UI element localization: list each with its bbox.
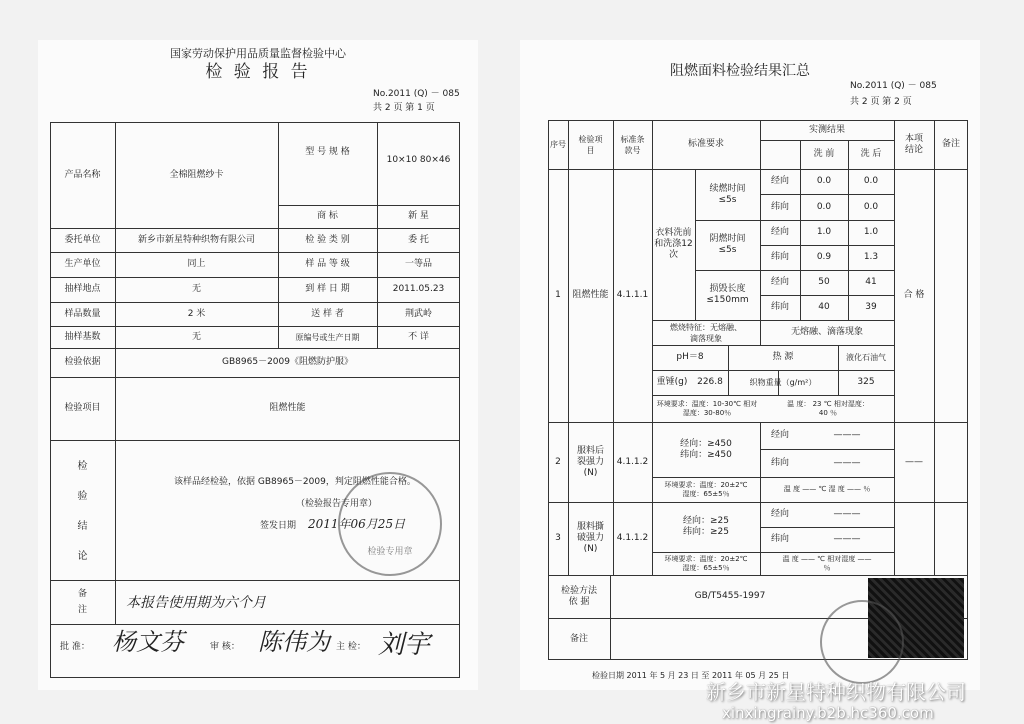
col-conclusion-header: 本项结论 [904, 133, 923, 155]
af-warp-before: 0.0 [816, 176, 832, 186]
brand-label: 商 标 [317, 211, 338, 221]
producer-label: 生产单位 [64, 259, 101, 269]
model-label: 型 号 规 格 [305, 146, 350, 157]
char-length-requirement: 损毁长度≤150mm [706, 284, 749, 305]
arrival-date-label: 到 样 日 期 [305, 284, 350, 294]
row3-clause: 4.1.1.2 [616, 533, 649, 543]
remarks-label: 备 注 [77, 589, 87, 615]
grade-value: 一等品 [404, 259, 432, 269]
af-warp-after: 0.0 [863, 176, 879, 186]
report-title: 检 验 报 告 [205, 62, 311, 82]
orig-no-label: 原编号或生产日期 [295, 332, 360, 342]
col-clause-header: 标准条款号 [620, 134, 645, 155]
brand-value: 新 星 [408, 211, 429, 221]
review-label: 审 核： [210, 642, 240, 652]
cl-warp-label: 经向 [770, 277, 789, 287]
heat-source-value: 液化石油气 [846, 353, 886, 362]
report-number: No.2011 (Q) － 085 [373, 89, 460, 99]
row2-conclusion: —— [905, 456, 923, 467]
method-label: 检验方法依 据 [560, 585, 597, 607]
method-value: GB/T5455-1997 [694, 591, 766, 601]
fabric-weight-value: 325 [857, 377, 875, 387]
remarks-text: 本报告使用期为六个月 [126, 595, 266, 611]
col-measured-header: 实测结果 [808, 124, 845, 135]
row3-weft-label: 纬向 [770, 534, 789, 544]
test-type-label: 检 验 类 别 [305, 234, 350, 245]
col-after-header: 洗 后 [860, 149, 882, 159]
row2-item: 服料后裂强力(N) [576, 445, 604, 478]
basis-value: GB8965－2009《阻燃防护服》 [222, 357, 353, 367]
burn-feature-requirement: 燃烧特征：无熔融、滴落现象 [670, 322, 742, 343]
ph-value: pH＝8 [676, 352, 704, 362]
row2-env-requirement: 环境要求：温度：20±2℃ 湿度：65±5％ [664, 480, 748, 498]
approve-label: 批 准： [60, 642, 90, 652]
report-number-right: No.2011 (Q) － 085 [850, 81, 937, 91]
org-title: 国家劳动保护用品质量监督检验中心 [170, 47, 346, 60]
after-flame-requirement: 续燃时间≤5s [709, 183, 746, 205]
cl-warp-after: 41 [865, 277, 877, 287]
issue-date-label: 签发日期 [260, 521, 297, 531]
cl-weft-label: 纬向 [770, 302, 789, 312]
page-info-right: 共 2 页 第 2 页 [850, 97, 912, 107]
row3-warp-result: ——— [833, 509, 861, 519]
ag-warp-after: 1.0 [863, 227, 879, 237]
row1-conclusion: 合 格 [903, 290, 925, 300]
row2-weft-label: 纬向 [770, 457, 789, 468]
after-glow-requirement: 阴燃时间≤5s [709, 234, 746, 255]
row2-warp-label: 经向 [770, 430, 789, 440]
watermark-url: xinxingrainy.b2b.hc360.com [722, 704, 934, 722]
sampling-place-label: 抽样地点 [64, 284, 101, 294]
sender-value: 荆武岭 [404, 308, 432, 319]
ag-warp-label: 经向 [770, 227, 789, 237]
row3-env-requirement: 环境要求：温度：20±2℃ 湿度：65±5％ [664, 554, 748, 572]
test-type-value: 委 托 [408, 234, 429, 245]
row2-env-actual: 温 度 —— ℃ 湿 度 —— ％ [783, 485, 871, 493]
ag-weft-label: 纬向 [770, 252, 789, 262]
main-inspector-signature: 刘宇 [378, 630, 431, 660]
fabric-weight-label: 织物重量（g/m²） [749, 378, 817, 387]
product-name-label: 产品名称 [64, 169, 101, 180]
ag-weft-after: 1.3 [863, 252, 879, 262]
orig-no-value: 不 详 [408, 331, 429, 342]
col-remark-header: 备注 [941, 139, 960, 149]
col-seq-header: 序号 [550, 140, 566, 149]
row3-weft-result: ——— [833, 534, 861, 544]
weight-label: 重锤(g) [656, 377, 688, 387]
heat-source-label: 热 源 [772, 352, 794, 362]
producer-value: 同上 [187, 259, 206, 269]
product-name: 全棉阻燃纱卡 [169, 169, 224, 180]
sample-base-label: 抽样基数 [64, 331, 101, 342]
sample-base-value: 无 [191, 331, 201, 342]
watermark-company: 新乡市新星特种织物有限公司 [706, 680, 966, 704]
row2-clause: 4.1.1.2 [616, 456, 649, 467]
af-weft-before: 0.0 [816, 201, 832, 212]
page-info: 共 2 页 第 1 页 [373, 103, 435, 113]
test-item-value: 阻燃性能 [269, 403, 306, 413]
row1-wash-condition: 衣料洗前和洗涤12次 [654, 228, 693, 260]
weight-value: 226.8 [697, 377, 723, 387]
cl-warp-before: 50 [818, 277, 830, 287]
arrival-date-value: 2011.05.23 [392, 284, 445, 294]
ag-warp-before: 1.0 [816, 227, 832, 237]
row2-seq: 2 [555, 456, 561, 467]
inspection-stamp: 检验专用章 [338, 472, 442, 576]
remark-label: 备注 [569, 633, 588, 644]
issue-date: 2011年06月25日 [308, 517, 406, 531]
col-requirement-header: 标准要求 [687, 139, 724, 149]
row1-seq: 1 [555, 290, 561, 300]
col-item-header: 检验项目 [578, 134, 603, 155]
right-stamp [820, 600, 904, 684]
af-warp-label: 经向 [770, 176, 789, 186]
client-label: 委托单位 [64, 234, 101, 245]
row3-requirement: 经向：≥25 纬向：≥25 [683, 516, 729, 537]
main-inspector-label: 主 检： [336, 642, 366, 652]
conclusion-label: 检 验 结 论 [77, 461, 88, 562]
cl-weft-after: 39 [865, 302, 877, 312]
af-weft-label: 纬向 [770, 201, 789, 212]
row3-warp-label: 经向 [770, 509, 789, 519]
col-before-header: 洗 前 [813, 149, 835, 159]
model-value: 10×10 80×46 [386, 154, 451, 165]
test-item-label: 检验项目 [64, 403, 101, 413]
row3-seq: 3 [555, 533, 561, 543]
conclusion-text: 该样品经检验，依据 GB8965－2009，判定阻燃性能合格。 [174, 477, 416, 487]
summary-title: 阻燃面料检验结果汇总 [670, 63, 810, 79]
row2-weft-result: ——— [833, 457, 861, 468]
cl-weft-before: 40 [818, 302, 830, 312]
reviewer-signature: 陈伟为 [258, 628, 330, 656]
row1-item: 阻燃性能 [572, 290, 609, 300]
test-date: 检验日期 2011 年 5 月 23 日 至 2011 年 05 月 25 日 [592, 671, 790, 680]
af-weft-after: 0.0 [863, 201, 879, 212]
left-report-page [38, 40, 478, 690]
approver-signature: 杨文芬 [112, 628, 184, 656]
burn-feature-result: 无熔融、滴落现象 [790, 327, 863, 337]
row3-env-actual: 温 度 —— ℃ 相对湿度 —— ％ [782, 554, 872, 572]
row3-item: 服料撕破强力(N) [576, 522, 604, 554]
sender-label: 送 样 者 [311, 308, 344, 319]
grade-label: 样 品 等 级 [305, 259, 350, 269]
conclusion-stamp-note: （检验报告专用章） [296, 499, 378, 509]
sample-qty-label: 样品数量 [64, 308, 101, 319]
basis-label: 检验依据 [64, 357, 101, 367]
right-report-page [520, 40, 980, 690]
row1-clause: 4.1.1.1 [616, 290, 649, 300]
row2-requirement: 经向：≥450 纬向：≥450 [680, 438, 732, 460]
client-value: 新乡市新星特种织物有限公司 [137, 234, 255, 245]
row2-warp-result: ——— [833, 430, 861, 440]
ag-weft-before: 0.9 [816, 252, 832, 262]
sample-qty-value: 2 米 [187, 308, 206, 319]
row1-env-actual: 温 度： 23 ℃ 相对湿度： 40 ％ [787, 399, 869, 417]
sampling-place-value: 无 [191, 284, 201, 294]
row1-env-requirement: 环境要求：温度：10-30℃ 相对湿度：30-80％ [656, 399, 758, 417]
